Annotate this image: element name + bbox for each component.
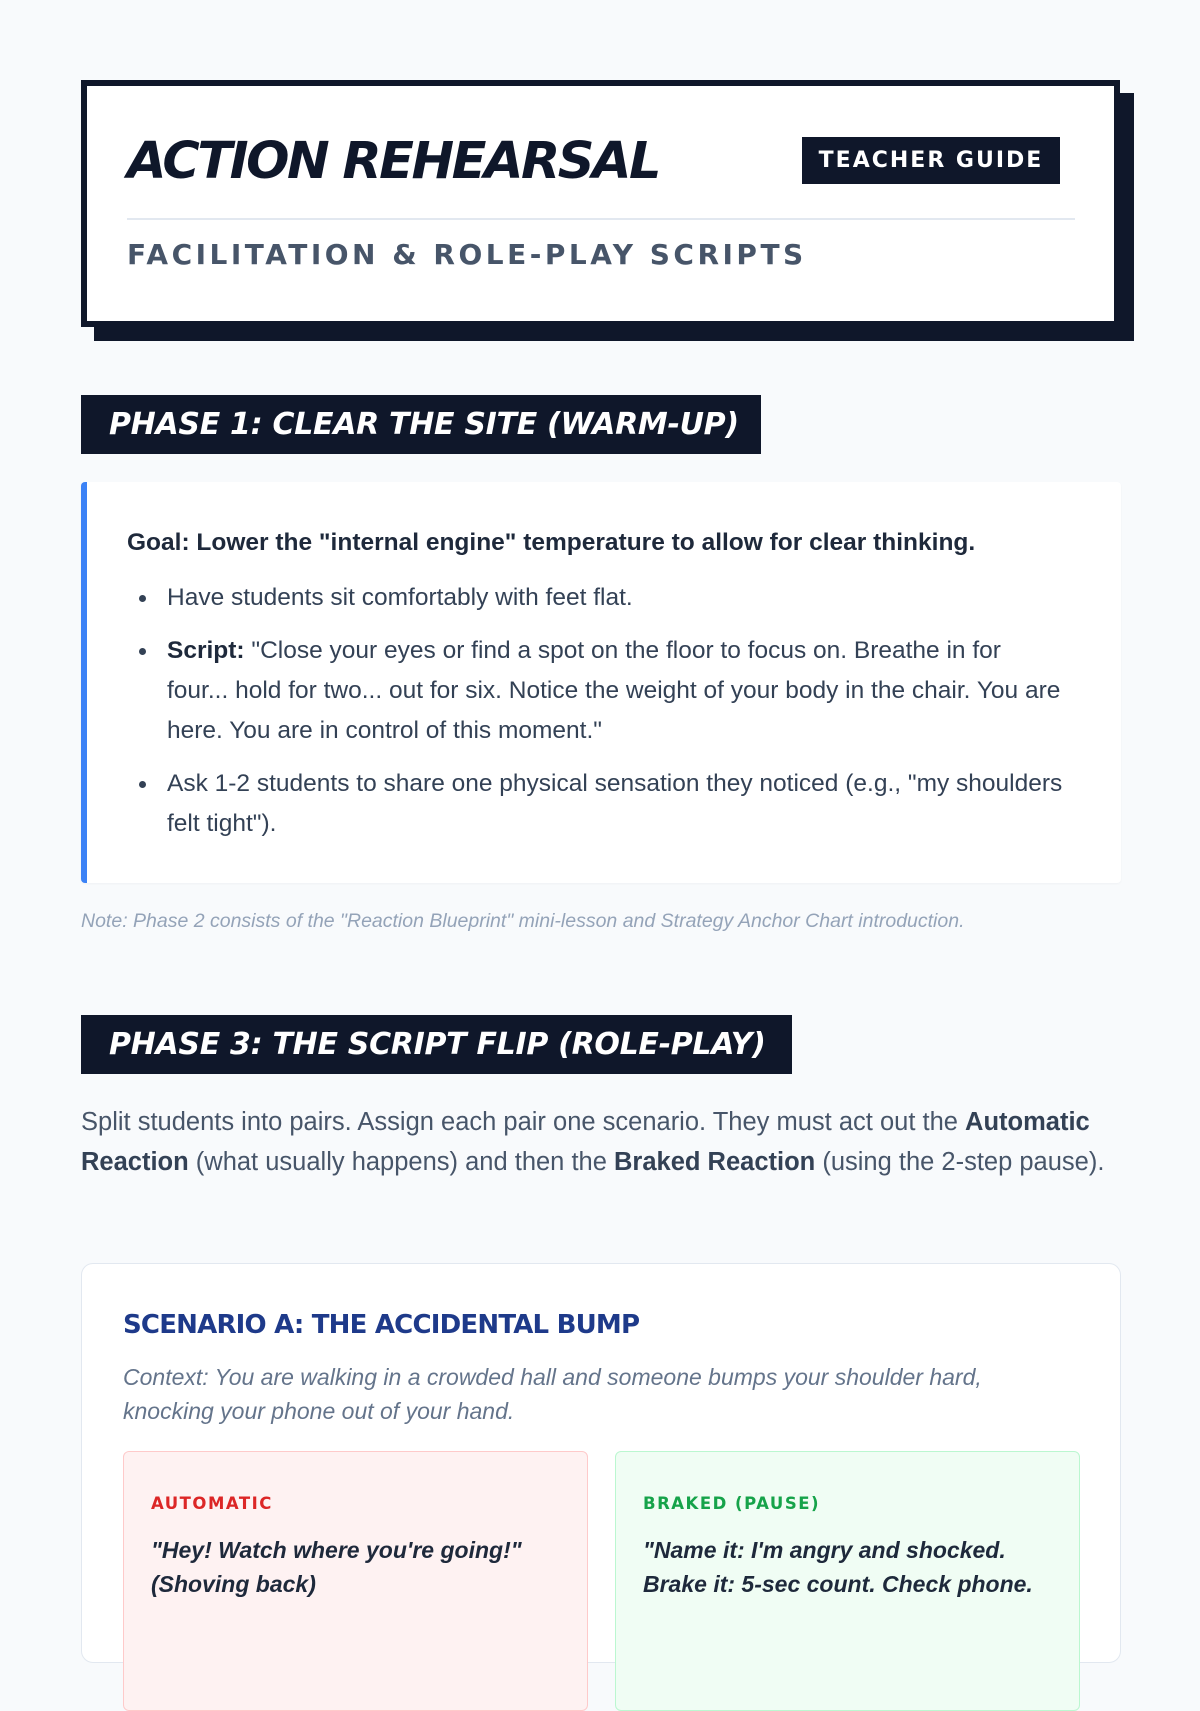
header-card bbox=[81, 80, 1120, 327]
teacher-guide-badge: TEACHER GUIDE bbox=[802, 137, 1060, 184]
page-subtitle: FACILITATION & ROLE-PLAY SCRIPTS bbox=[127, 238, 807, 271]
list-item bbox=[127, 631, 1067, 751]
intro-term-automatic: Automatic Reaction bbox=[81, 1108, 1090, 1176]
braked-response-text: "Name it: I'm angry and shocked. Brake it: 5-sec count. Check phone. bbox=[643, 1537, 1033, 1597]
automatic-response-text: "Hey! Watch where you're going!" (Shoving back) bbox=[151, 1537, 522, 1597]
header bbox=[81, 80, 1120, 327]
phase-2-note: Note: Phase 2 consists of the "Reaction Blueprint" mini-lesson and Strategy Anchor Chart introduction. bbox=[81, 910, 965, 932]
phase-3-intro bbox=[81, 1102, 1121, 1182]
intro-text: (what usually happens) and then the bbox=[188, 1148, 614, 1176]
phase-3-heading: PHASE 3: THE SCRIPT FLIP (ROLE-PLAY) bbox=[81, 1015, 792, 1074]
list-item bbox=[127, 578, 1067, 618]
phase-1-heading: PHASE 1: CLEAR THE SITE (WARM-UP) bbox=[81, 395, 761, 454]
page-title: ACTION REHEARSAL bbox=[127, 132, 659, 191]
braked-response-box bbox=[615, 1451, 1080, 1711]
phase-1-steps bbox=[127, 578, 1067, 857]
scenario-a-card bbox=[81, 1263, 1121, 1663]
list-item-text: Ask 1-2 students to share one physical sensation they noticed (e.g., "my shoulders felt tight"). bbox=[167, 770, 1063, 837]
automatic-response-box bbox=[123, 1451, 588, 1711]
script-label: Script: bbox=[167, 637, 245, 664]
braked-label: BRAKED (PAUSE) bbox=[643, 1494, 821, 1513]
intro-text: (using the 2-step pause). bbox=[815, 1148, 1105, 1176]
list-item-text: "Close your eyes or find a spot on the floor to focus on. Breathe in for four... hold for two... out for six. Notice the weight of your body in the chair. You are here. You are in control of this moment." bbox=[167, 637, 1061, 744]
phase-1-goal: Goal: Lower the "internal engine" temperature to allow for clear thinking. bbox=[127, 529, 976, 556]
list-item bbox=[127, 764, 1067, 844]
header-divider bbox=[127, 218, 1075, 220]
automatic-label: AUTOMATIC bbox=[151, 1494, 273, 1513]
intro-text: Split students into pairs. Assign each pair one scenario. They must act out the bbox=[81, 1108, 966, 1136]
intro-term-braked: Braked Reaction bbox=[614, 1148, 816, 1176]
scenario-title: SCENARIO A: THE ACCIDENTAL BUMP bbox=[123, 1310, 640, 1340]
scenario-context: Context: You are walking in a crowded hall and someone bumps your shoulder hard, knocking your phone out of your hand. bbox=[123, 1364, 982, 1424]
list-item-text: Have students sit comfortably with feet flat. bbox=[167, 584, 633, 611]
phase-1-card bbox=[81, 482, 1121, 883]
